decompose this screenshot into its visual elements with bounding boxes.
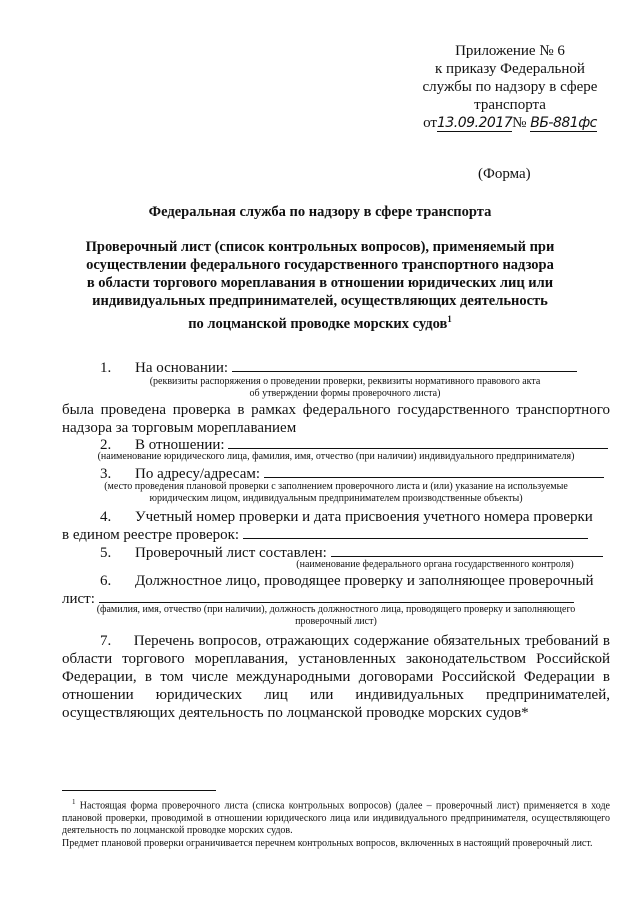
item-4-line bbox=[100, 508, 593, 526]
agency-name: Федеральная служба по надзору в сфере транспорта bbox=[148, 204, 492, 220]
item-1-hint-line-1: (реквизиты распоряжения о проведении проверки, реквизиты нормативного правового акта bbox=[149, 376, 541, 387]
footnote-text-1: Настоящая форма проверочного листа (списка контрольных вопросов) (далее – проверочный лист) применяется в ходе плановой проверки, проводимой в отношении юридического лица или индивидуального предпринимателя, осуществляющего деятельность по лоцманской проводке морских судов. bbox=[62, 800, 610, 837]
item-2-number: 2. bbox=[100, 437, 112, 453]
item-1-continuation-2: надзора за торговым мореплаванием bbox=[62, 420, 297, 436]
document-title bbox=[70, 238, 570, 333]
item-1-field[interactable] bbox=[232, 359, 577, 372]
handwritten-number: ВБ-881фс bbox=[530, 115, 597, 131]
item-3-hint-line-2: юридическим лицом, индивидуальным предпринимателем производственные объекты) bbox=[149, 493, 523, 504]
item-4-continuation-label: в едином реестре проверок: bbox=[62, 527, 240, 543]
appendix-header bbox=[420, 42, 600, 132]
appendix-agency-line: службы по надзору в сфере bbox=[422, 79, 598, 95]
title-line-1: Проверочный лист (список контрольных вопросов), применяемый при bbox=[85, 239, 555, 255]
item-4-text: Учетный номер проверки и дата присвоения учетного номера проверки bbox=[135, 509, 593, 525]
item-6-continuation-label: лист: bbox=[62, 591, 95, 607]
item-2-field[interactable] bbox=[228, 436, 608, 449]
number-label: № bbox=[512, 115, 527, 131]
item-4-continuation bbox=[62, 526, 588, 544]
item-1-line bbox=[100, 359, 577, 377]
item-3-hint-line-1: (место проведения плановой проверки с заполнением проверочного листа и (или) указание на используемые bbox=[104, 481, 568, 492]
item-7-text: Перечень вопросов, отражающих содержание обязательных требований в области торгового мореплавания, установленных законодательством Российской Федерации, в том числе международными договорами Российской Федерации в отношении юридических лиц или индивидуальных предпринимателей, осуществляющих деятельность по лоцманской проводке морских судов* bbox=[62, 633, 610, 721]
item-6-hint-line-1: (фамилия, имя, отчество (при наличии), должность должностного лица, проводящего проверку и заполняющего bbox=[96, 604, 576, 615]
item-1-hint-line-2: об утверждении формы проверочного листа) bbox=[249, 388, 441, 399]
item-3-label: По адресу/адресам: bbox=[135, 466, 261, 482]
item-6-number: 6. bbox=[100, 573, 112, 589]
item-1-continuation-1: была проведена проверка в рамках федерального государственного транспортного bbox=[62, 402, 610, 418]
item-4-number: 4. bbox=[100, 509, 112, 525]
appendix-order-line: к приказу Федеральной bbox=[435, 61, 585, 77]
footnote bbox=[62, 796, 610, 850]
footnote-mark: 1 bbox=[72, 798, 76, 806]
form-label: (Форма) bbox=[478, 166, 531, 182]
title-line-5: по лоцманской проводке морских судов bbox=[188, 315, 448, 332]
item-4-field[interactable] bbox=[243, 526, 588, 539]
item-5-field[interactable] bbox=[331, 544, 603, 557]
footnote-divider bbox=[62, 790, 216, 791]
appendix-agency-line-2: транспорта bbox=[474, 97, 546, 113]
item-7-paragraph bbox=[62, 632, 610, 722]
item-6-field[interactable] bbox=[99, 590, 574, 603]
item-5-hint: (наименование федерального органа государственного контроля) bbox=[296, 559, 574, 570]
item-7-number: 7. bbox=[100, 633, 112, 649]
item-3-number: 3. bbox=[100, 466, 112, 482]
from-label: от bbox=[423, 115, 437, 131]
item-3-hint bbox=[62, 481, 610, 505]
item-3-field[interactable] bbox=[264, 465, 604, 478]
item-2-hint: (наименование юридического лица, фамилия, имя, отчество (при наличии) индивидуального предпринимателя) bbox=[97, 451, 575, 462]
appendix-date-number bbox=[420, 114, 600, 132]
item-5-number: 5. bbox=[100, 545, 112, 561]
appendix-title: Приложение № 6 bbox=[455, 43, 565, 59]
footnote-paragraph-2: Предмет плановой проверки ограничивается перечнем контрольных вопросов, включенных в настоящий проверочный лист. bbox=[62, 837, 593, 849]
footnote-paragraph-1 bbox=[62, 796, 610, 838]
title-footnote-mark: 1 bbox=[447, 314, 452, 324]
item-5-label: Проверочный лист составлен: bbox=[135, 545, 327, 561]
handwritten-date: 13.09.2017 bbox=[436, 115, 513, 131]
item-2-label: В отношении: bbox=[135, 437, 225, 453]
item-6-hint bbox=[62, 604, 610, 628]
title-line-2: осуществлении федерального государственного транспортного надзора bbox=[86, 257, 554, 273]
item-1-number: 1. bbox=[100, 360, 112, 376]
title-line-3: в области торгового мореплавания в отношении юридических лиц или bbox=[86, 275, 554, 291]
title-line-4: индивидуальных предпринимателей, осуществляющих деятельность bbox=[92, 293, 548, 309]
item-6-hint-line-2: проверочный лист) bbox=[295, 616, 377, 627]
item-6-text: Должностное лицо, проводящее проверку и заполняющее проверочный bbox=[135, 573, 594, 589]
item-1-label: На основании: bbox=[135, 360, 229, 376]
item-6-line bbox=[100, 572, 594, 590]
item-1-hint bbox=[110, 376, 580, 400]
